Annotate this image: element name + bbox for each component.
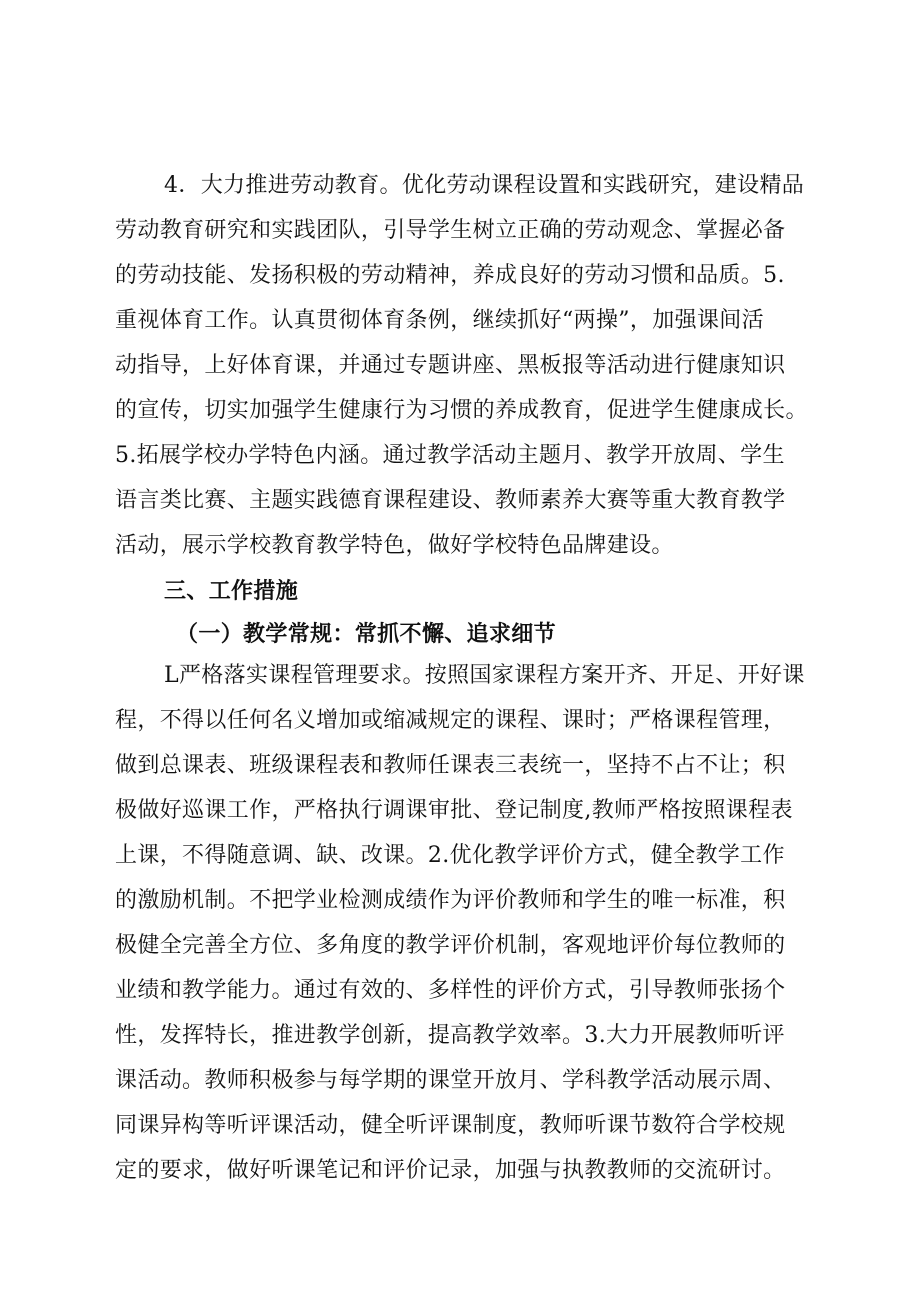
paragraph-labor-education-line-3: 的劳动技能、发扬积极的劳动精神，养成良好的劳动习惯和品质。5. [115,263,785,288]
paragraph-teaching-routine-line-5: 上课，不得随意调、缺、改课。2.优化教学评价方式，健全教学工作 [115,843,785,868]
paragraph-labor-education-line-1: 4．大力推进劳动教育。优化劳动课程设置和实践研究，建设精品 [164,173,805,198]
paragraph-teaching-routine-line-7: 极健全完善全方位、多角度的教学评价机制，客观地评价每位教师的 [115,933,786,958]
paragraph-teaching-routine-line-12: 定的要求，做好听课笔记和评价记录，加强与执教教师的交流研讨。 [115,1158,786,1183]
paragraph-pe-line-1: 重视体育工作。认真贯彻体育条例，继续抓好“两操”，加强课间活 [115,308,764,333]
paragraph-labor-education-line-2: 劳动教育研究和实践团队，引导学生树立正确的劳动观念、掌握必备 [115,218,786,243]
paragraph-teaching-routine-line-11: 同课异构等听评课活动，健全听评课制度，教师听课节数符合学校规 [115,1113,786,1138]
paragraph-teaching-routine-line-8: 业绩和教学能力。通过有效的、多样性的评价方式，引导教师张扬个 [115,978,786,1003]
paragraph-school-features-line-1: 5.拓展学校办学特色内涵。通过教学活动主题月、教学开放周、学生 [115,443,785,468]
subsection-heading-teaching-routine: （一）教学常规：常抓不懈、追求细节 [176,621,556,647]
paragraph-teaching-routine-line-6: 的激励机制。不把学业检测成绩作为评价教师和学生的唯一标准，积 [115,888,786,913]
paragraph-school-features-line-2: 语言类比赛、主题实践德育课程建设、教师素养大赛等重大教育教学 [115,488,786,513]
paragraph-teaching-routine-line-3: 做到总课表、班级课程表和教师任课表三表统一，坚持不占不让；积 [115,753,786,778]
paragraph-teaching-routine-line-9: 性，发挥特长，推进教学创新，提高教学效率。3.大力开展教师听评 [115,1023,785,1048]
paragraph-teaching-routine-line-2: 程，不得以任何名义增加或缩减规定的课程、课时；严格课程管理， [115,708,786,733]
paragraph-teaching-routine-line-4: 极做好巡课工作，严格执行调课审批、登记制度,教师严格按照课程表 [115,798,793,823]
paragraph-pe-line-3: 的宣传，切实加强学生健康行为习惯的养成教育，促进学生健康成长。 [115,398,808,423]
section-heading-work-measures: 三、工作措施 [164,578,299,604]
paragraph-pe-line-2: 动指导，上好体育课，并通过专题讲座、黑板报等活动进行健康知识 [115,353,786,378]
paragraph-teaching-routine-line-10: 课活动。教师积极参与每学期的课堂开放月、学科教学活动展示周、 [115,1068,786,1093]
paragraph-teaching-routine-line-1: L严格落实课程管理要求。按照国家课程方案开齐、开足、开好课 [164,663,805,688]
paragraph-school-features-line-3: 活动，展示学校教育教学特色，做好学校特色品牌建设。 [115,533,674,558]
